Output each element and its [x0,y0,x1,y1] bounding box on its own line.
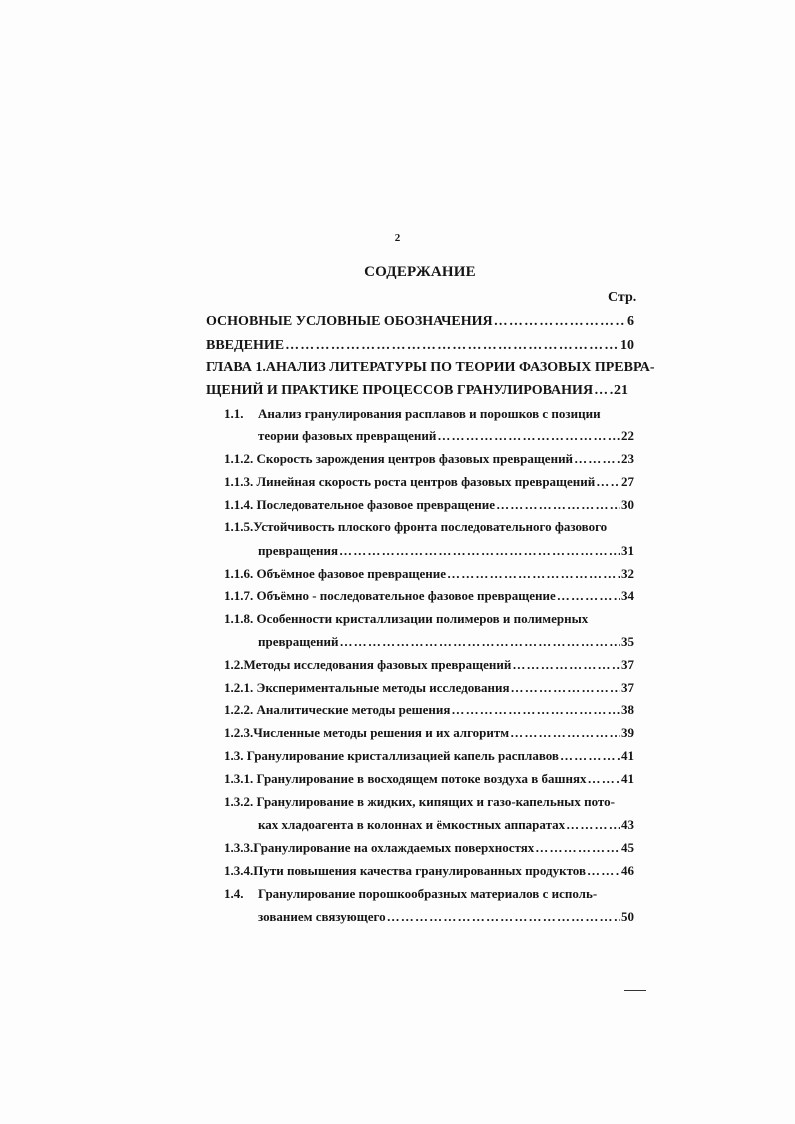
toc-section-number: 1.1.4. [224,497,254,512]
toc-section-1-1-line1 [224,406,601,422]
toc-section-number: 1.1.7. [224,588,254,603]
toc-entry-text: ВВЕДЕНИЕ [206,338,285,353]
toc-entry-page: 43 [621,817,634,832]
scan-mark [624,990,646,991]
toc-entry-page: 6 [627,314,634,329]
toc-entry-page: 23 [621,451,634,466]
leader-dots [494,314,626,330]
leader-dots [535,840,620,856]
leader-dots [588,771,620,787]
toc-entry-page: 27 [621,474,634,489]
toc-entry-text: ках хладоагента в колоннах и ёмкостных аппаратах [258,817,566,832]
toc-entry-text: Объёмно - последовательное фазовое превращение [256,588,556,603]
toc-section-number: 1.2.2. [224,702,254,717]
toc-section-number: 1.2. [224,657,244,672]
toc-section-text: Гранулирование порошкообразных материалов с исполь- [258,886,598,901]
toc-entry-text: Последовательное фазовое превращение [256,497,496,512]
leader-dots [596,474,620,490]
toc-section-number: 1.1. [224,406,244,421]
toc-entry-1-3-2 [258,817,634,833]
toc-entry-1-1-6 [224,566,634,582]
toc-entry-text: теории фазовых превращений [258,428,437,443]
toc-entry-page: 30 [621,497,634,512]
toc-entry-1-1-8 [258,634,634,650]
toc-section-number: 1.1.5. [224,519,254,534]
leader-dots [451,702,620,718]
toc-entry-text: Гранулирование в восходящем потоке воздуха в башнях [256,771,587,786]
toc-entry-text: Гранулирование на охлаждаемых поверхностях [253,840,535,855]
leader-dots [437,428,620,444]
toc-entry-page: 46 [621,863,634,878]
toc-entry-1-4 [258,909,634,925]
toc-section-number: 1.1.8. [224,611,254,626]
leader-dots [339,634,620,650]
toc-entry-1-1 [258,428,634,444]
toc-entry-text: Экспериментальные методы исследования [256,680,510,695]
toc-entry-text: ЩЕНИЙ И ПРАКТИКЕ ПРОЦЕССОВ ГРАНУЛИРОВАНИЯ [206,383,594,398]
toc-entry-page: 45 [621,840,634,855]
toc-section-number: 1.1.3. [224,474,254,489]
toc-entry-page: 41 [621,771,634,786]
toc-entry-1-1-3 [224,474,634,490]
page-column-label: Стр. [608,290,637,305]
leader-dots [339,543,620,559]
toc-entry-1-1-2 [224,451,634,467]
toc-section-number: 1.1.2. [224,451,254,466]
toc-entry-page: 39 [621,725,634,740]
toc-entry-1-3-3 [224,840,634,856]
toc-entry-page: 31 [621,543,634,558]
toc-section-number: 1.3.4. [224,863,254,878]
toc-section-text: Гранулирование в жидких, кипящих и газо-капельных пото- [256,794,615,809]
toc-section-number: 1.2.3. [224,725,254,740]
leader-dots [587,863,620,879]
toc-entry-text: Методы исследования фазовых превращений [243,657,512,672]
page-title: СОДЕРЖАНИЕ [364,264,476,280]
leader-dots [496,497,620,513]
toc-entry-page: 35 [621,634,634,649]
toc-entry-text: Гранулирование кристаллизацией капель расплавов [246,748,559,763]
toc-entry-page: 38 [621,702,634,717]
toc-section-1-4-line1 [224,886,597,902]
toc-section-number: 1.3.3. [224,840,254,855]
toc-section-number: 1.1.6. [224,566,254,581]
toc-section-number: 1.3.2. [224,794,254,809]
leader-dots [447,566,620,582]
leader-dots [511,680,621,696]
toc-entry-1-3 [224,748,634,764]
toc-entry-text: Линейная скорость роста центров фазовых превращений [256,474,596,489]
toc-section-text: Анализ гранулирования расплавов и порошков с позиции [258,406,601,421]
toc-section-1-1-5-line1 [224,519,607,535]
toc-section-1-1-8-line1 [224,611,588,627]
leader-dots [594,383,613,399]
toc-chapter-1-line1: ГЛАВА 1.АНАЛИЗ ЛИТЕРАТУРЫ ПО ТЕОРИИ ФАЗОВЫХ ПРЕВРА- [206,360,655,375]
toc-entry-1-2-1 [224,680,634,696]
toc-entry-chapter-1 [206,383,628,399]
toc-entry-text: Аналитические методы решения [256,702,451,717]
leader-dots [387,909,620,925]
toc-entry-text: Численные методы решения и их алгоритм [253,725,510,740]
toc-entry-text: Скорость зарождения центров фазовых превращений [256,451,574,466]
toc-entry-1-2-3 [224,725,634,741]
toc-entry-page: 34 [621,588,634,603]
toc-entry-page: 32 [621,566,634,581]
leader-dots [560,748,620,764]
toc-entry-page: 21 [614,383,628,398]
leader-dots [510,725,620,741]
toc-entry-text: Объёмное фазовое превращение [256,566,447,581]
toc-entry-text: превращений [258,634,339,649]
toc-entry-1-1-5 [258,543,634,559]
leader-dots [557,588,620,604]
page-number: 2 [394,232,401,244]
toc-entry-1-3-4 [224,863,634,879]
toc-entry-intro [206,338,634,354]
toc-section-number: 1.4. [224,886,244,901]
toc-entry-page: 41 [621,748,634,763]
toc-entry-page: 22 [621,428,634,443]
toc-entry-1-3-1 [224,771,634,787]
toc-entry-page: 10 [620,338,634,353]
toc-section-number: 1.3. [224,748,244,763]
toc-entry-1-1-4 [224,497,634,513]
toc-entry-1-2 [224,657,634,673]
toc-entry-1-1-7 [224,588,634,604]
toc-entry-page: 37 [621,657,634,672]
toc-section-number: 1.3.1. [224,771,254,786]
toc-section-text: Устойчивость плоского фронта последовательного фазового [253,519,608,534]
leader-dots [512,657,620,673]
toc-entry-text: зованием связующего [258,909,386,924]
leader-dots [285,338,619,354]
toc-section-1-3-2-line1 [224,794,615,810]
toc-section-number: 1.2.1. [224,680,254,695]
toc-entry-page: 37 [621,680,634,695]
toc-entry-text: превращения [258,543,338,558]
leader-dots [574,451,620,467]
toc-entry-1-2-2 [224,702,634,718]
toc-entry-symbols [206,314,634,330]
toc-section-text: Особенности кристаллизации полимеров и полимерных [256,611,589,626]
toc-entry-text: ОСНОВНЫЕ УСЛОВНЫЕ ОБОЗНАЧЕНИЯ [206,314,493,329]
toc-entry-page: 50 [621,909,634,924]
leader-dots [566,817,620,833]
toc-entry-text: Пути повышения качества гранулированных продуктов [253,863,587,878]
